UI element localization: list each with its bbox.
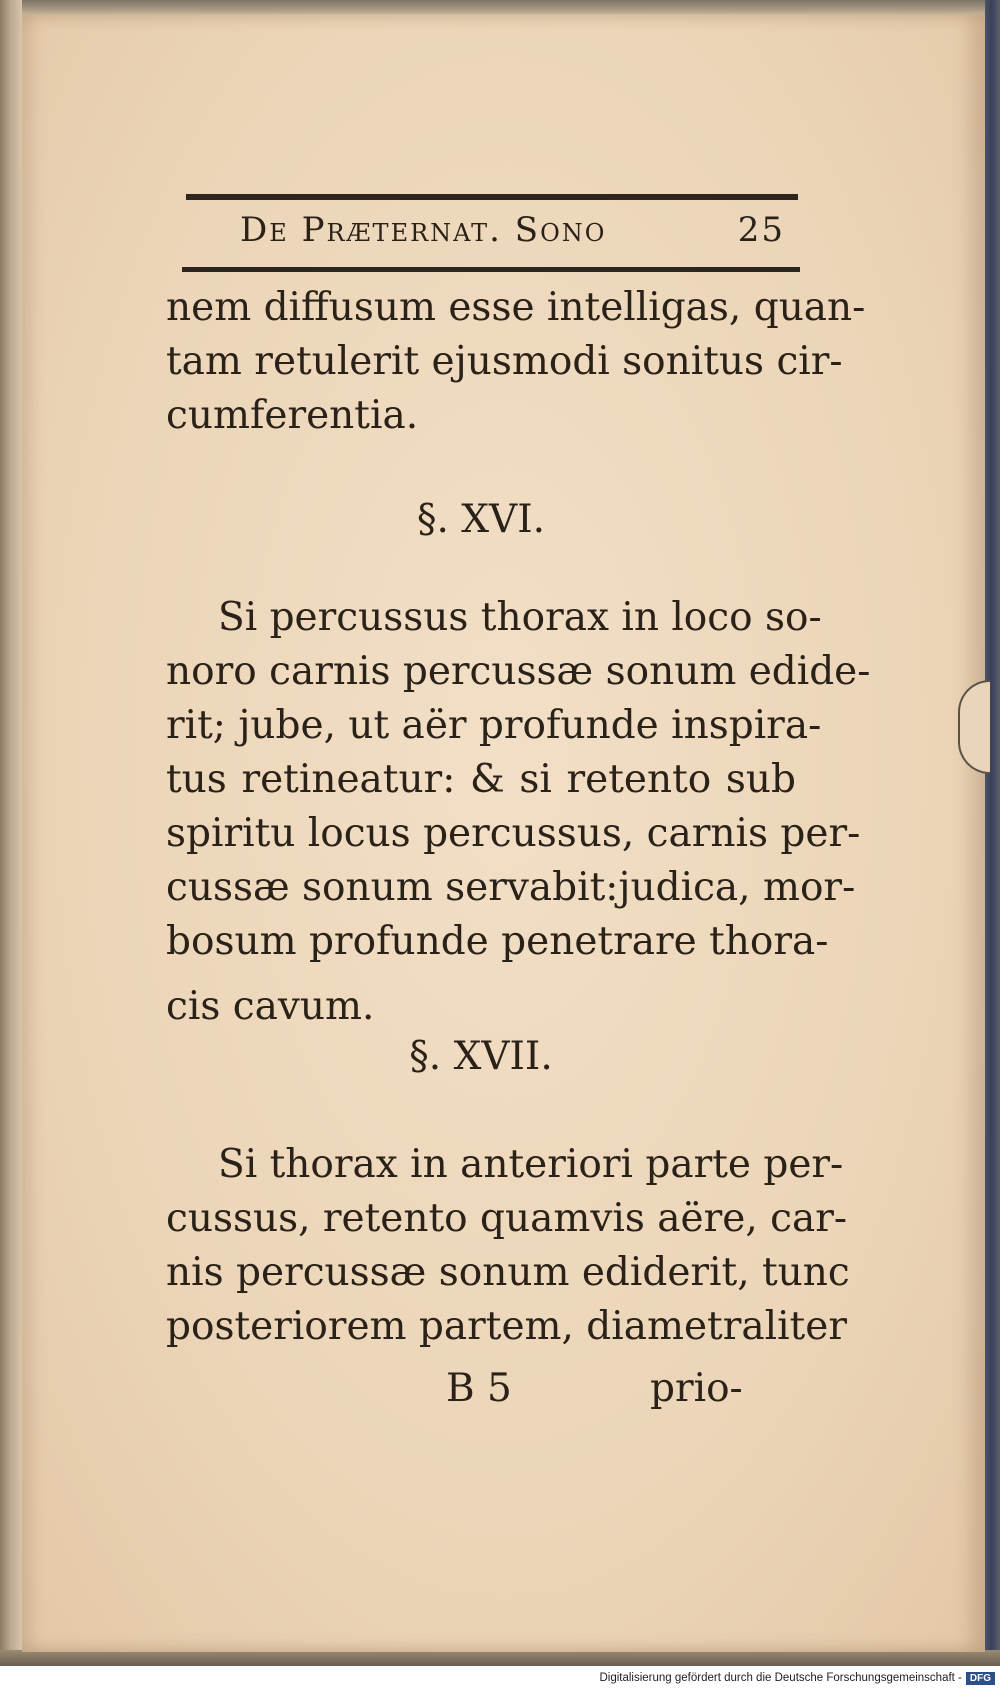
section-heading-xvi: §. XVI.	[416, 497, 546, 542]
text-line: Si thorax in anteriori parte per-	[218, 1142, 844, 1187]
text-line: Si percussus thorax in loco so-	[218, 595, 822, 640]
text-line: bosum profunde penetrare thora-	[166, 919, 829, 964]
book-left-edge	[0, 0, 22, 1662]
signature-mark: B 5	[446, 1366, 512, 1411]
digitization-credit	[590, 1668, 995, 1688]
text-line: posteriorem partem, diametraliter	[166, 1304, 847, 1349]
page-clip-tab	[958, 680, 990, 774]
book-right-edge	[985, 0, 1000, 1662]
catchword: prio-	[650, 1366, 743, 1411]
text-line: noro carnis percussæ sonum edide-	[166, 649, 871, 694]
text-line: nem diffusum esse intelligas, quan-	[166, 285, 866, 330]
credit-text: Digitalisierung gefördert durch die Deutsche Forschungsgemeinschaft -	[599, 1672, 962, 1684]
text-line: spiritu locus percussus, carnis per-	[166, 811, 861, 856]
section-heading-xvii: §. XVII.	[409, 1034, 553, 1079]
text-line: tam retulerit ejusmodi sonitus cir-	[166, 339, 843, 384]
text-line: cumferentia.	[166, 393, 419, 438]
text-line: nis percussæ sonum ediderit, tunc	[166, 1250, 850, 1295]
text-line: rit; jube, ut aër profunde inspira-	[166, 703, 822, 748]
text-line: tus retineatur: & si retento sub	[166, 757, 796, 802]
dfg-logo: DFG	[966, 1672, 995, 1685]
page-number: 25	[737, 210, 785, 250]
header-rule-top	[186, 194, 798, 200]
text-line: cis cavum.	[166, 984, 375, 1029]
book-bottom-edge	[0, 1650, 1000, 1666]
running-head-title: De Prӕternat. Sono	[240, 210, 607, 250]
running-head	[240, 205, 785, 255]
header-rule-bottom	[182, 267, 800, 272]
text-line: cussus, retento quamvis aëre, car-	[166, 1196, 848, 1241]
text-line: cussæ sonum servabit:judica, mor-	[166, 865, 856, 910]
